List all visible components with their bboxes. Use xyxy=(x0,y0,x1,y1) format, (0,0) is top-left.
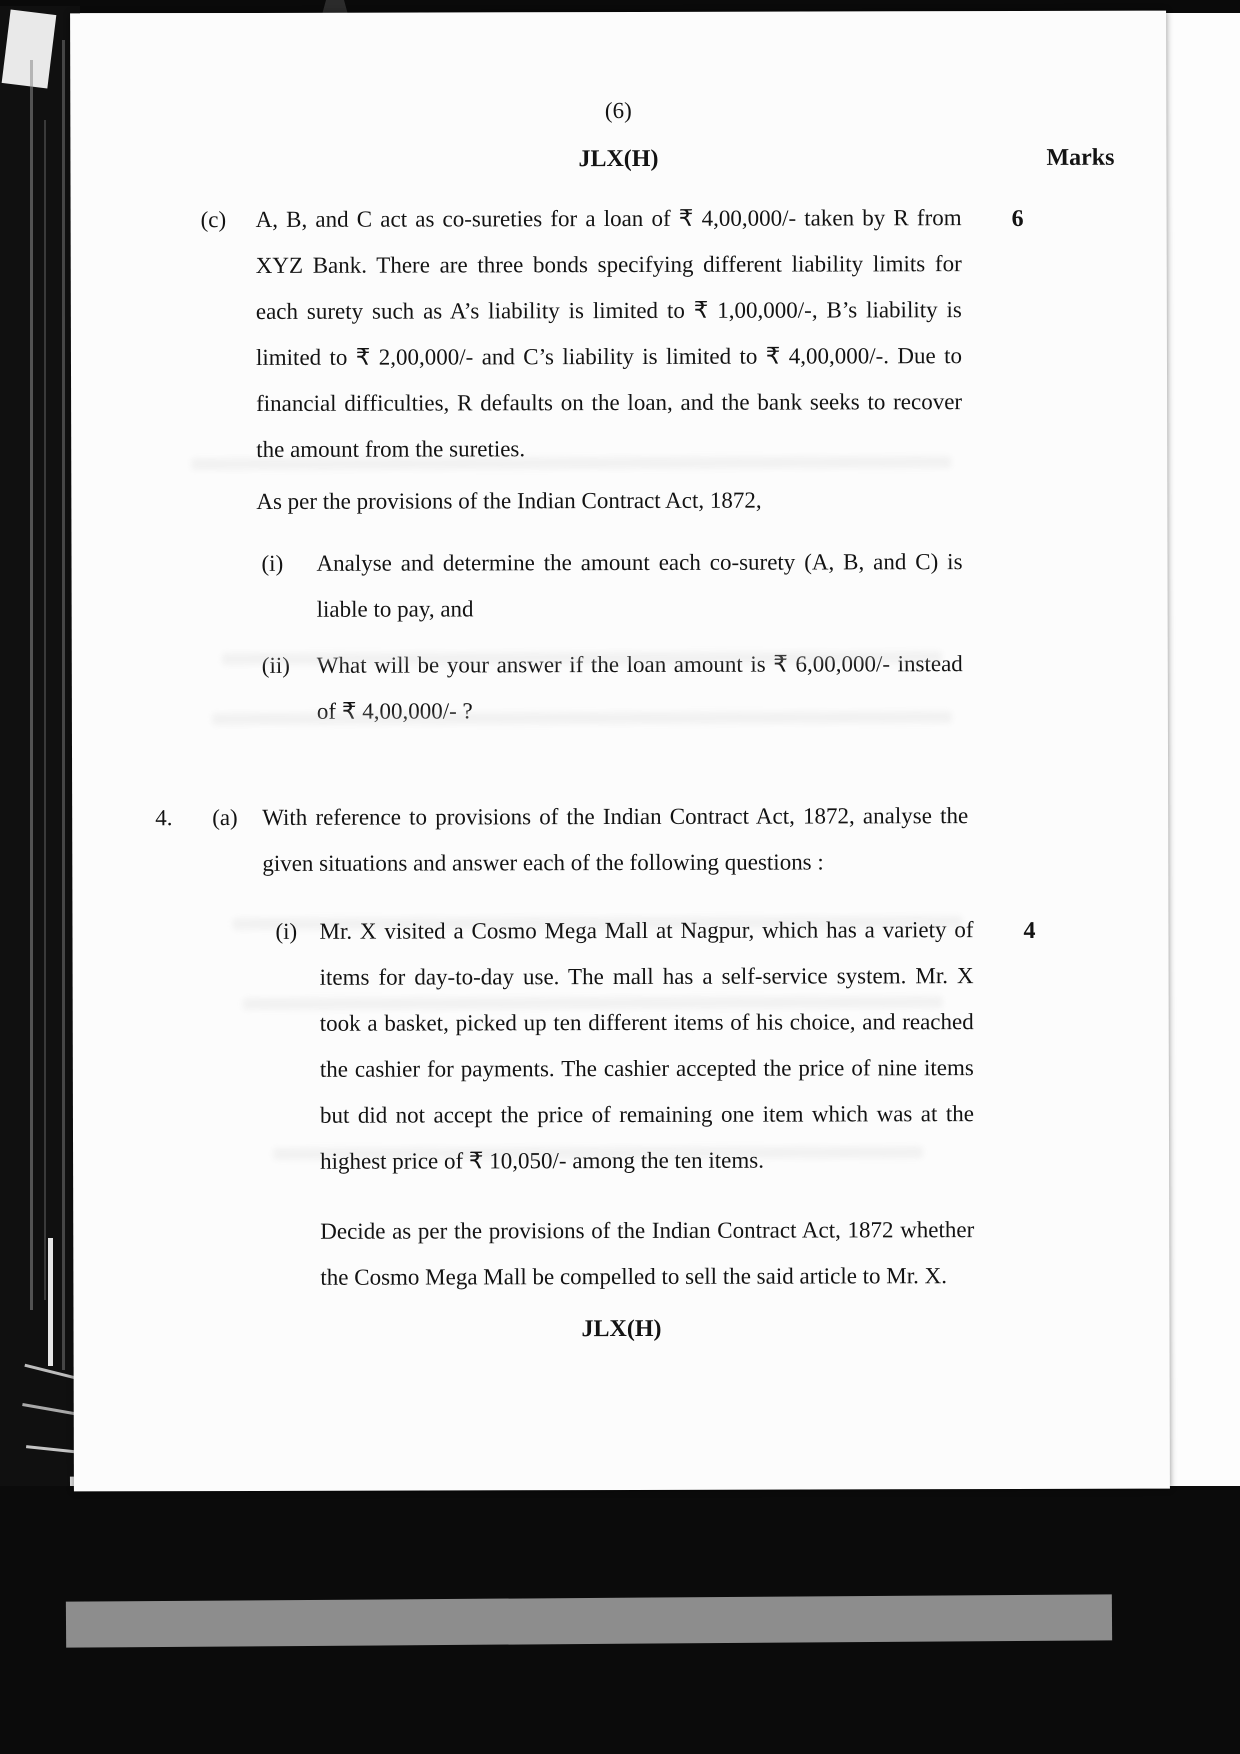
page-header xyxy=(70,135,1166,184)
question-4a-intro: With reference to provisions of the Indian Contract Act, 1872, analyse the given situations and answer each of the following questions : xyxy=(262,803,969,876)
stacked-page-edge xyxy=(62,40,65,1370)
question-4-number: 4. xyxy=(155,805,173,831)
scan-corner-paper-sliver xyxy=(2,9,57,88)
scan-left-black-edge xyxy=(0,6,80,1526)
scan-white-mark xyxy=(48,1238,53,1366)
question-4a-sub-i-decide: Decide as per the provisions of the Indian Contract Act, 1872 whether the Cosmo Mega Mall be compelled to sell the said article to Mr. X. xyxy=(320,1217,975,1290)
question-4a-sub-i xyxy=(275,907,1036,1185)
question-4a-sub-i-marks: 4 xyxy=(1023,917,1036,944)
question-c-sub-i xyxy=(261,539,962,633)
question-4a-sub-i-label: (i) xyxy=(275,918,298,944)
question-c-marks: 6 xyxy=(1011,205,1024,232)
paper-code-header: JLX(H) xyxy=(578,145,659,173)
stacked-page-edge xyxy=(30,60,33,1310)
question-4a-label: (a) xyxy=(212,805,238,831)
question-c-intro: As per the provisions of the Indian Contract Act, 1872, xyxy=(256,487,762,514)
scan-bottom-gray-band xyxy=(66,1594,1112,1647)
question-4a-sub-i-text: Mr. X visited a Cosmo Mega Mall at Nagpur, which has a variety of items for day-to-day use. The mall has a self-service system. Mr. X took a basket, picked up ten different items of his choice, and reached the cashier for payments. The cashier accepted the price of nine items but did not accept the price of remaining one item which was at the highest price of ₹ 10,050/- among the ten items. xyxy=(319,917,974,1174)
page-number: (6) xyxy=(604,97,632,124)
bleed-through-artifact xyxy=(212,711,952,725)
question-c-body: A, B, and C act as co-sureties for a loan of ₹ 4,00,000/- taken by R from XYZ Bank. There are three bonds specifying different liability limits for each surety such as A’s liability is limited to ₹ 1,00,000/-, B’s liability is limited to ₹ 2,00,000/- and C’s liability is limited to ₹ 4,00,000/-. Due to financial difficulties, R defaults on the loan, and the bank seeks to recover the amount from the sureties. xyxy=(255,205,963,462)
question-c xyxy=(200,195,1024,473)
question-4a xyxy=(155,793,968,887)
sub-ii-label: (ii) xyxy=(261,652,290,678)
bleed-through-artifact xyxy=(222,651,942,665)
question-c-label: (c) xyxy=(200,207,227,233)
paper-content xyxy=(70,11,1170,1492)
sub-i-label: (i) xyxy=(261,550,284,576)
stacked-page-edge xyxy=(44,120,46,1300)
sub-ii-text: What will be your answer if the loan amount is ₹ 6,00,000/- instead of ₹ 4,00,000/- ? xyxy=(316,651,963,724)
sub-i-text: Analyse and determine the amount each co-surety (A, B, and C) is liable to pay, and xyxy=(316,549,963,622)
marks-column-label: Marks xyxy=(1046,144,1115,171)
paper-code-footer: JLX(H) xyxy=(581,1315,662,1343)
exam-paper-sheet xyxy=(70,11,1170,1492)
